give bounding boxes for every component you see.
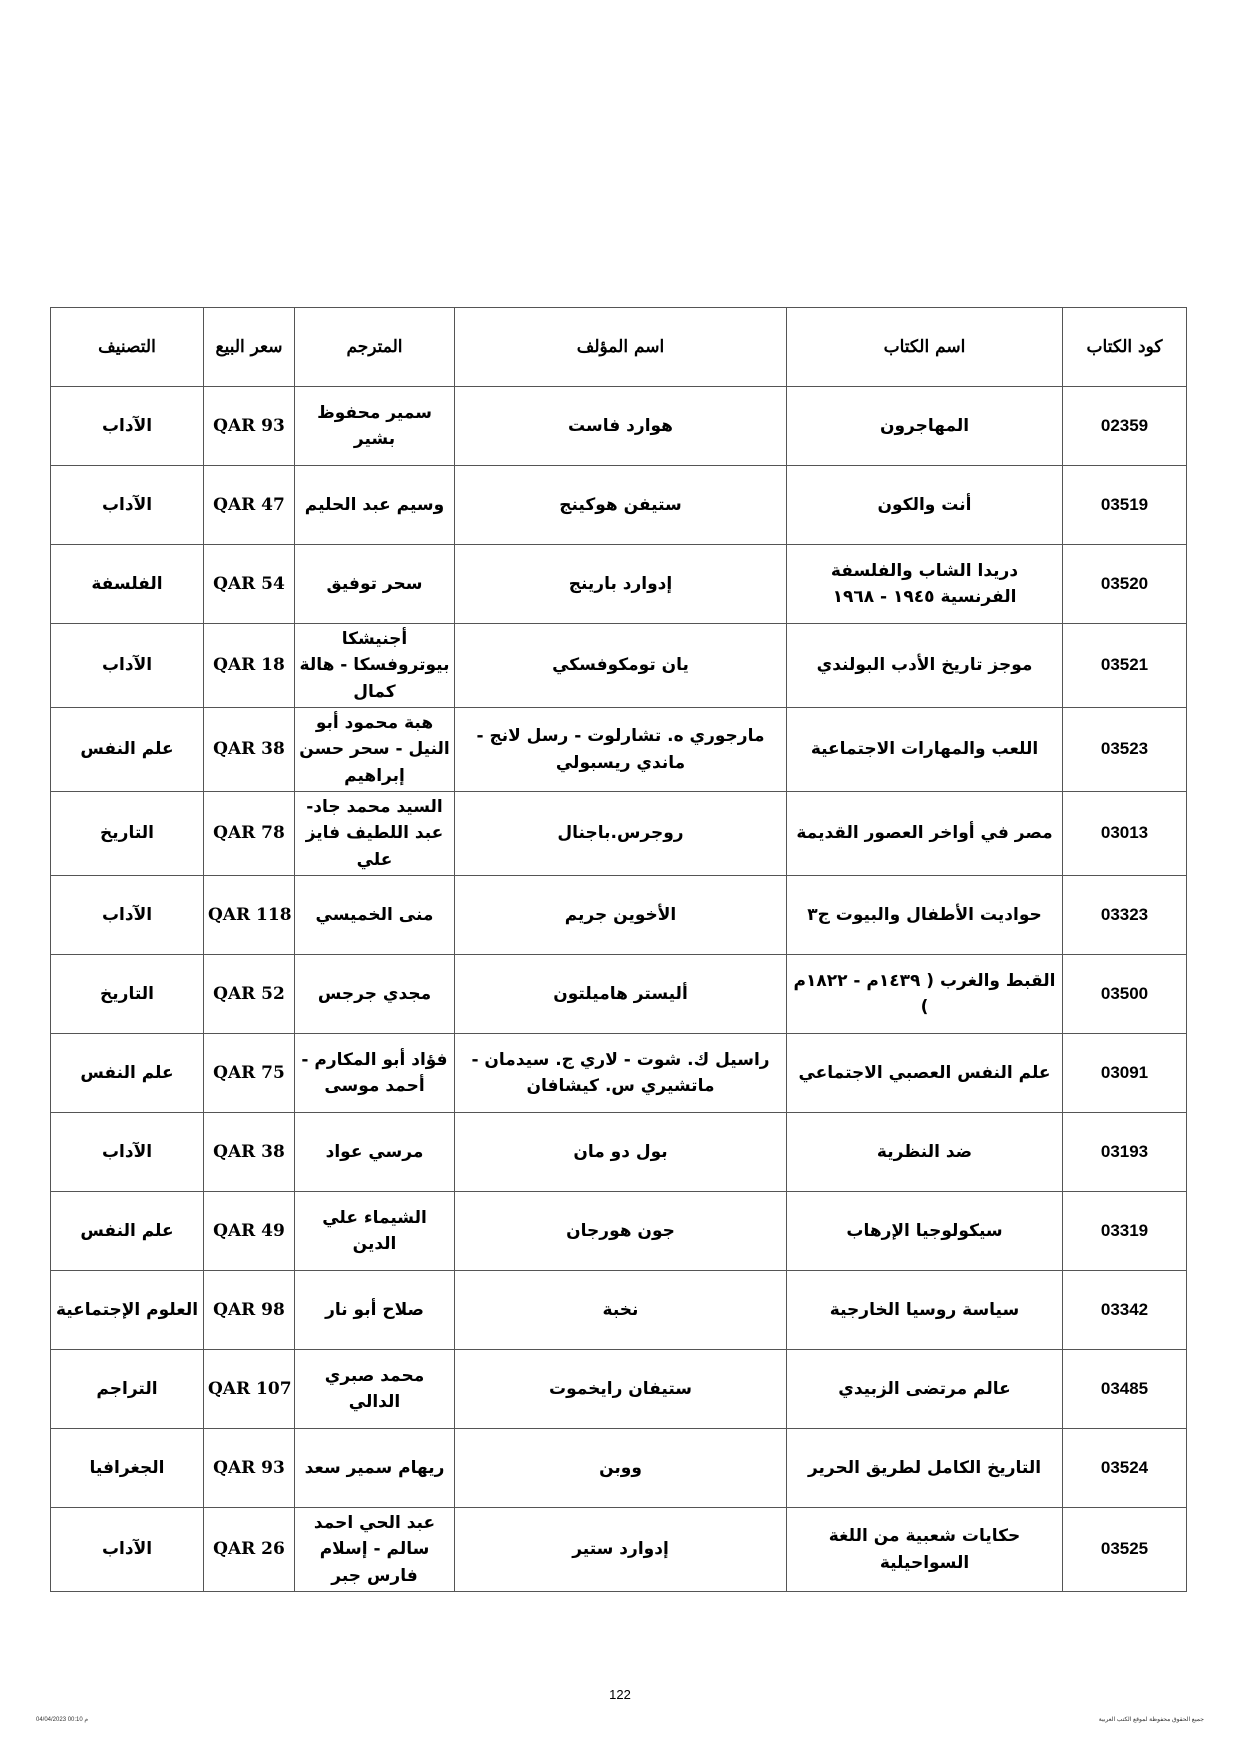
book-price: QAR 38 xyxy=(204,708,295,792)
page-number: 122 xyxy=(609,1687,631,1702)
book-title: عالم مرتضى الزبيدي xyxy=(787,1350,1063,1429)
book-code: 03520 xyxy=(1063,545,1187,624)
book-price: QAR 98 xyxy=(204,1271,295,1350)
book-author: ستيفن هوكينج xyxy=(455,466,787,545)
book-price: QAR 47 xyxy=(204,466,295,545)
book-category: الآداب xyxy=(51,876,204,955)
book-title: موجز تاريخ الأدب البولندي xyxy=(787,624,1063,708)
book-title: اللعب والمهارات الاجتماعية xyxy=(787,708,1063,792)
book-translator: سمير محفوظ بشير xyxy=(295,387,455,466)
book-title: مصر في أواخر العصور القديمة xyxy=(787,792,1063,876)
book-code: 03091 xyxy=(1063,1034,1187,1113)
book-code: 03319 xyxy=(1063,1192,1187,1271)
table-row xyxy=(51,387,1187,466)
book-author: هوارد فاست xyxy=(455,387,787,466)
book-title: علم النفس العصبي الاجتماعي xyxy=(787,1034,1063,1113)
book-translator: منى الخميسي xyxy=(295,876,455,955)
book-code: 03525 xyxy=(1063,1508,1187,1592)
book-category: الجغرافيا xyxy=(51,1429,204,1508)
book-price: QAR 18 xyxy=(204,624,295,708)
book-translator: وسيم عبد الحليم xyxy=(295,466,455,545)
book-category: التاريخ xyxy=(51,955,204,1034)
book-code: 03342 xyxy=(1063,1271,1187,1350)
table-row xyxy=(51,624,1187,708)
table-row xyxy=(51,1350,1187,1429)
table-row xyxy=(51,1508,1187,1592)
book-author: ستيفان رايخموت xyxy=(455,1350,787,1429)
book-translator: محمد صبري الدالي xyxy=(295,1350,455,1429)
book-translator: السيد محمد جاد-عبد اللطيف فايز علي xyxy=(295,792,455,876)
book-price: QAR 107 xyxy=(204,1350,295,1429)
table-row xyxy=(51,1113,1187,1192)
book-price: QAR 93 xyxy=(204,1429,295,1508)
book-category: الآداب xyxy=(51,466,204,545)
book-catalog-table xyxy=(50,307,1187,1592)
book-title: سياسة روسيا الخارجية xyxy=(787,1271,1063,1350)
book-translator: مجدي جرجس xyxy=(295,955,455,1034)
book-price: QAR 118 xyxy=(204,876,295,955)
table-row xyxy=(51,1034,1187,1113)
book-translator: أجنيشكا بيوتروفسكا - هالة كمال xyxy=(295,624,455,708)
book-translator: مرسي عواد xyxy=(295,1113,455,1192)
book-category: التاريخ xyxy=(51,792,204,876)
footer-left-note: 04/04/2023 00:10 م xyxy=(36,1717,89,1723)
book-author: ووبن xyxy=(455,1429,787,1508)
book-code: 03013 xyxy=(1063,792,1187,876)
table-row xyxy=(51,1192,1187,1271)
book-translator: صلاح أبو نار xyxy=(295,1271,455,1350)
book-category: الآداب xyxy=(51,387,204,466)
book-category: التراجم xyxy=(51,1350,204,1429)
book-code: 03485 xyxy=(1063,1350,1187,1429)
book-category: الآداب xyxy=(51,624,204,708)
book-code: 02359 xyxy=(1063,387,1187,466)
book-author: مارجوري ه. تشارلوت - رسل لانج - ماندي ريسبولي xyxy=(455,708,787,792)
book-author: راسيل ك. شوت - لاري ج. سيدمان - ماتشيري س. كيشافان xyxy=(455,1034,787,1113)
book-translator: عبد الحي احمد سالم - إسلام فارس جبر xyxy=(295,1508,455,1592)
table-row xyxy=(51,466,1187,545)
book-title: التاريخ الكامل لطريق الحرير xyxy=(787,1429,1063,1508)
book-price: QAR 38 xyxy=(204,1113,295,1192)
header-code: كود الكتاب xyxy=(1063,308,1187,387)
table-row xyxy=(51,708,1187,792)
book-price: QAR 49 xyxy=(204,1192,295,1271)
book-title: أنت والكون xyxy=(787,466,1063,545)
book-category: علم النفس xyxy=(51,708,204,792)
book-title: سيكولوجيا الإرهاب xyxy=(787,1192,1063,1271)
table-row xyxy=(51,792,1187,876)
book-title: دريدا الشاب والفلسفة الفرنسية ١٩٤٥ - ١٩٦٨ xyxy=(787,545,1063,624)
book-category: الفلسفة xyxy=(51,545,204,624)
book-code: 03524 xyxy=(1063,1429,1187,1508)
table-row xyxy=(51,1429,1187,1508)
book-category: علم النفس xyxy=(51,1192,204,1271)
table-row xyxy=(51,1271,1187,1350)
header-title: اسم الكتاب xyxy=(787,308,1063,387)
book-title: حواديت الأطفال والبيوت ج٣ xyxy=(787,876,1063,955)
book-code: 03323 xyxy=(1063,876,1187,955)
book-author: جون هورجان xyxy=(455,1192,787,1271)
header-translator: المترجم xyxy=(295,308,455,387)
book-category: الآداب xyxy=(51,1113,204,1192)
table-row xyxy=(51,876,1187,955)
header-price: سعر البيع xyxy=(204,308,295,387)
book-code: 03519 xyxy=(1063,466,1187,545)
table-row xyxy=(51,955,1187,1034)
book-author: إدوارد بارينج xyxy=(455,545,787,624)
book-author: يان تومكوفسكي xyxy=(455,624,787,708)
book-translator: الشيماء علي الدين xyxy=(295,1192,455,1271)
book-author: روجرس.باجنال xyxy=(455,792,787,876)
table-row xyxy=(51,545,1187,624)
table-header-row xyxy=(51,308,1187,387)
book-title: حكايات شعبية من اللغة السواحيلية xyxy=(787,1508,1063,1592)
book-code: 03521 xyxy=(1063,624,1187,708)
book-title: القبط والغرب ( ١٤٣٩م - ١٨٢٢م ) xyxy=(787,955,1063,1034)
book-price: QAR 52 xyxy=(204,955,295,1034)
book-translator: هبة محمود أبو النيل - سحر حسن إبراهيم xyxy=(295,708,455,792)
book-price: QAR 78 xyxy=(204,792,295,876)
book-author: الأخوين جريم xyxy=(455,876,787,955)
book-category: علم النفس xyxy=(51,1034,204,1113)
book-translator: سحر توفيق xyxy=(295,545,455,624)
book-price: QAR 93 xyxy=(204,387,295,466)
book-price: QAR 54 xyxy=(204,545,295,624)
book-author: أليستر هاميلتون xyxy=(455,955,787,1034)
book-title: المهاجرون xyxy=(787,387,1063,466)
book-author: إدوارد ستير xyxy=(455,1508,787,1592)
book-title: ضد النظرية xyxy=(787,1113,1063,1192)
book-code: 03523 xyxy=(1063,708,1187,792)
book-price: QAR 26 xyxy=(204,1508,295,1592)
book-translator: فؤاد أبو المكارم - أحمد موسى xyxy=(295,1034,455,1113)
book-author: نخبة xyxy=(455,1271,787,1350)
book-translator: ريهام سمير سعد xyxy=(295,1429,455,1508)
footer-right-note: جميع الحقوق محفوظة لموقع الكتب العربية xyxy=(1098,1717,1204,1723)
book-category: الآداب xyxy=(51,1508,204,1592)
book-price: QAR 75 xyxy=(204,1034,295,1113)
header-author: اسم المؤلف xyxy=(455,308,787,387)
book-author: بول دو مان xyxy=(455,1113,787,1192)
book-code: 03193 xyxy=(1063,1113,1187,1192)
book-category: العلوم الإجتماعية xyxy=(51,1271,204,1350)
book-code: 03500 xyxy=(1063,955,1187,1034)
header-category: التصنيف xyxy=(51,308,204,387)
